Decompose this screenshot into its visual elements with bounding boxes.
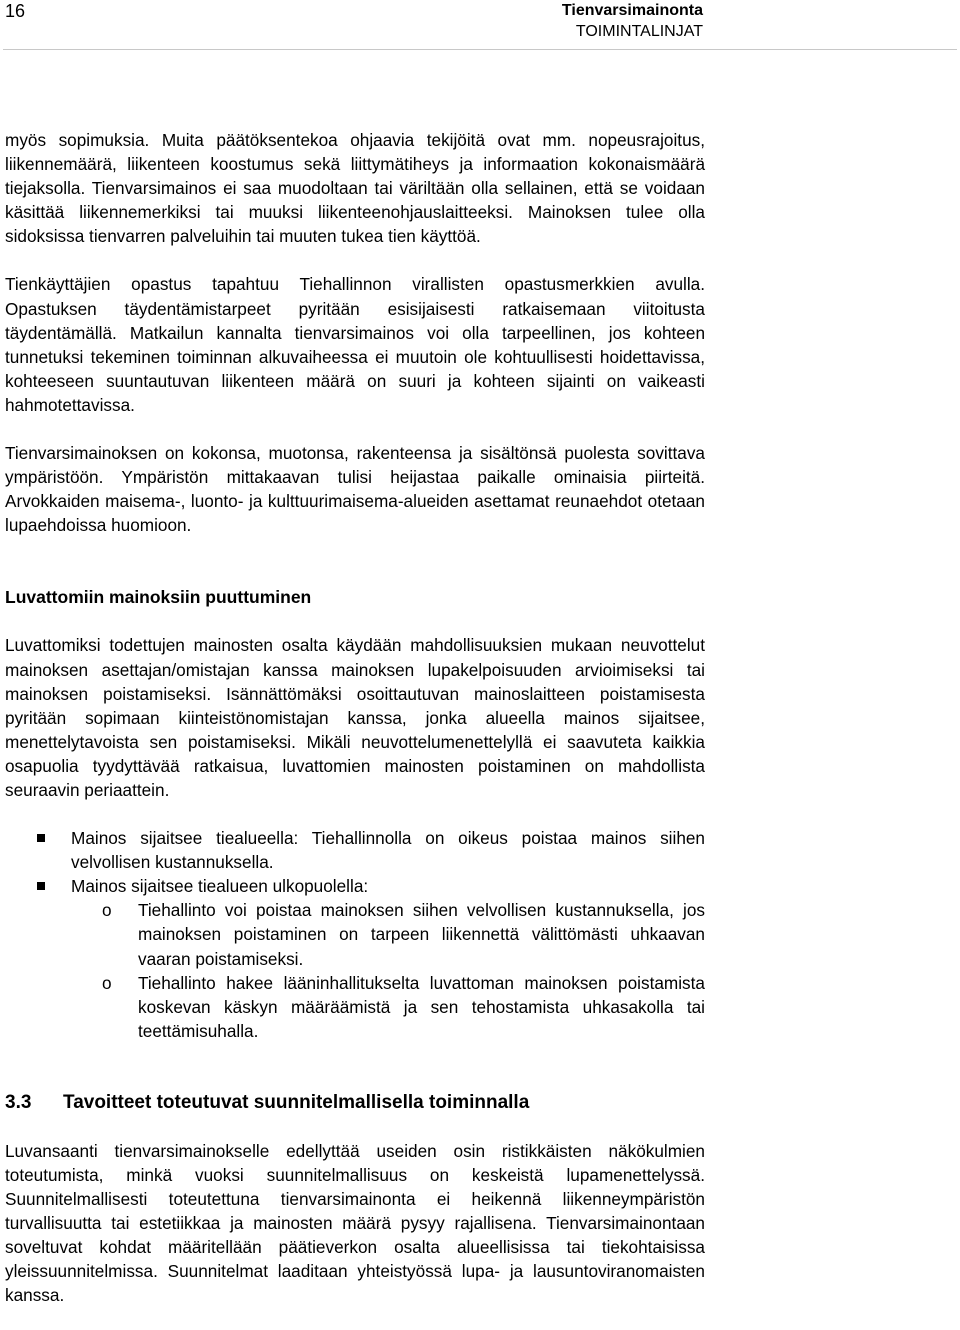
section-number: 3.3: [5, 1091, 32, 1113]
section-title: Tavoitteet toteutuvat suunnitelmallisella toiminnalla: [63, 1091, 530, 1113]
sub-list-item: [71, 971, 705, 1043]
list-item: [5, 826, 705, 874]
circle-bullet-icon: o: [102, 900, 112, 921]
paragraph-3: Tienvarsimainoksen on kokonsa, muotonsa, rakenteensa ja sisältönsä puolesta sovittava ympäristöön. Ympäristön mittakaavan tulisi heijastaa paikalle ominaisia piirteitä. Arvokkaiden maisema-, luonto- ja kulttuurimaisema-alueiden asettamat reunaehdot otetaan lupaehdoissa huomioon.: [5, 443, 705, 536]
circle-bullet-icon: o: [102, 972, 112, 993]
square-bullet-icon: [37, 882, 45, 890]
list-item: [5, 874, 705, 1043]
square-bullet-icon: [37, 834, 45, 842]
paragraph-2: Tienkäyttäjien opastus tapahtuu Tiehallinnon virallisten opastusmerkkien avulla. Opastuksen täydentämistarpeet pyritään esisijaisesti ratkaisemaan viitoitusta täydentämällä. Matkailun kannalta tienvarsimainos voi olla tarpeellinen, jos kohteen tunnetuksi tekeminen toiminnan alkuvaiheessa ei muutoin ole kohtuullisesti hoidettavissa, kohteeseen suuntautuvan liikenteen määrä on suuri ja kohteen sijainti on vaikeasti hahmotettavissa.: [5, 274, 705, 415]
sub-bullet-text: Tiehallinto voi poistaa mainoksen siihen velvollisen kustannuksella, jos mainoksen poistaminen on tarpeen liikennettä välittömästi uhkaavan vaaran poistamiseksi.: [138, 900, 705, 969]
header-subtitle: TOIMINTALINJAT: [575, 23, 703, 40]
numbered-section-heading: [5, 1091, 705, 1115]
paragraph-5: Luvansaanti tienvarsimainokselle edellyttää useiden osin ristikkäisten näkökulmien toteutumista, minkä vuoksi suunnitelmallisuus on keskeistä lupamenettelyssä. Suunnitelmallisesti toteutettuna tienvarsimainonta ei heikennä liikenneympäristön turvallisuutta tai estetiikkaa ja mainosten määrä pysyy rajallisena. Tienvarsimainontaan soveltuvat kohdat määritellään päätieverkon osalta alueellisissa tai tiekohtaisissa yleissuunnitelmissa. Suunnitelmat laaditaan yhteistyössä lupa- ja lausuntoviranomaisten kanssa.: [5, 1140, 705, 1306]
page-number: 16: [5, 1, 26, 21]
paragraph-4: Luvattomiksi todettujen mainosten osalta käydään mahdollisuuksien mukaan neuvottelut mainoksen asettajan/omistajan kanssa mainoksen lupakelpoisuuden arvioimiseksi tai mainoksen poistamiseksi. Isännättömäksi osoittautuvan mainoslaitteen poistamisesta pyritään sopimaan kiinteistönomistajan kanssa, jonka alueella mainos sijaitsee, menettelytavoista sen poistamiseksi. Mikäli neuvottelumenettelyllä ei saavuteta kaikkia osapuolia tyydyttävää ratkaisua, luvattomien mainosten poistaminen on mahdollista seuraavin periaattein.: [5, 635, 705, 800]
section-heading: Luvattomiin mainoksiin puuttuminen: [5, 587, 312, 608]
paragraph-1: myös sopimuksia. Muita päätöksentekoa ohjaavia tekijöitä ovat mm. nopeusrajoitus, liikennemäärä, liikenteen koostumus sekä liittymätiheys ja informaation kokonaismäärä tiejaksolla. Tienvarsimainos ei saa muodoltaan tai väriltään olla sellainen, että se voidaan käsittää liikennemerkiksi tai muuksi liikenteenohjauslaitteeksi. Mainoksen tulee olla sidoksissa tienvarren palveluihin tai muuten tukea tien käyttöä.: [5, 130, 705, 247]
bullet-text: Mainos sijaitsee tiealueella: Tiehallinnolla on oikeus poistaa mainos siihen velvollisen kustannuksella.: [71, 828, 705, 873]
bullet-list: [5, 826, 705, 1043]
header-divider: [3, 49, 957, 50]
header-title: Tienvarsimainonta: [561, 2, 703, 19]
sub-list-item: [71, 898, 705, 970]
sub-bullet-text: Tiehallinto hakee lääninhallitukselta luvattoman mainoksen poistamista koskevan käskyn määräämistä ja sen tehostamista uhkasakolla tai teettämisuhalla.: [138, 972, 705, 1041]
document-body: [5, 128, 705, 1308]
sub-bullet-list: [71, 898, 705, 1043]
bullet-text: Mainos sijaitsee tiealueen ulkopuolella:: [71, 876, 369, 897]
